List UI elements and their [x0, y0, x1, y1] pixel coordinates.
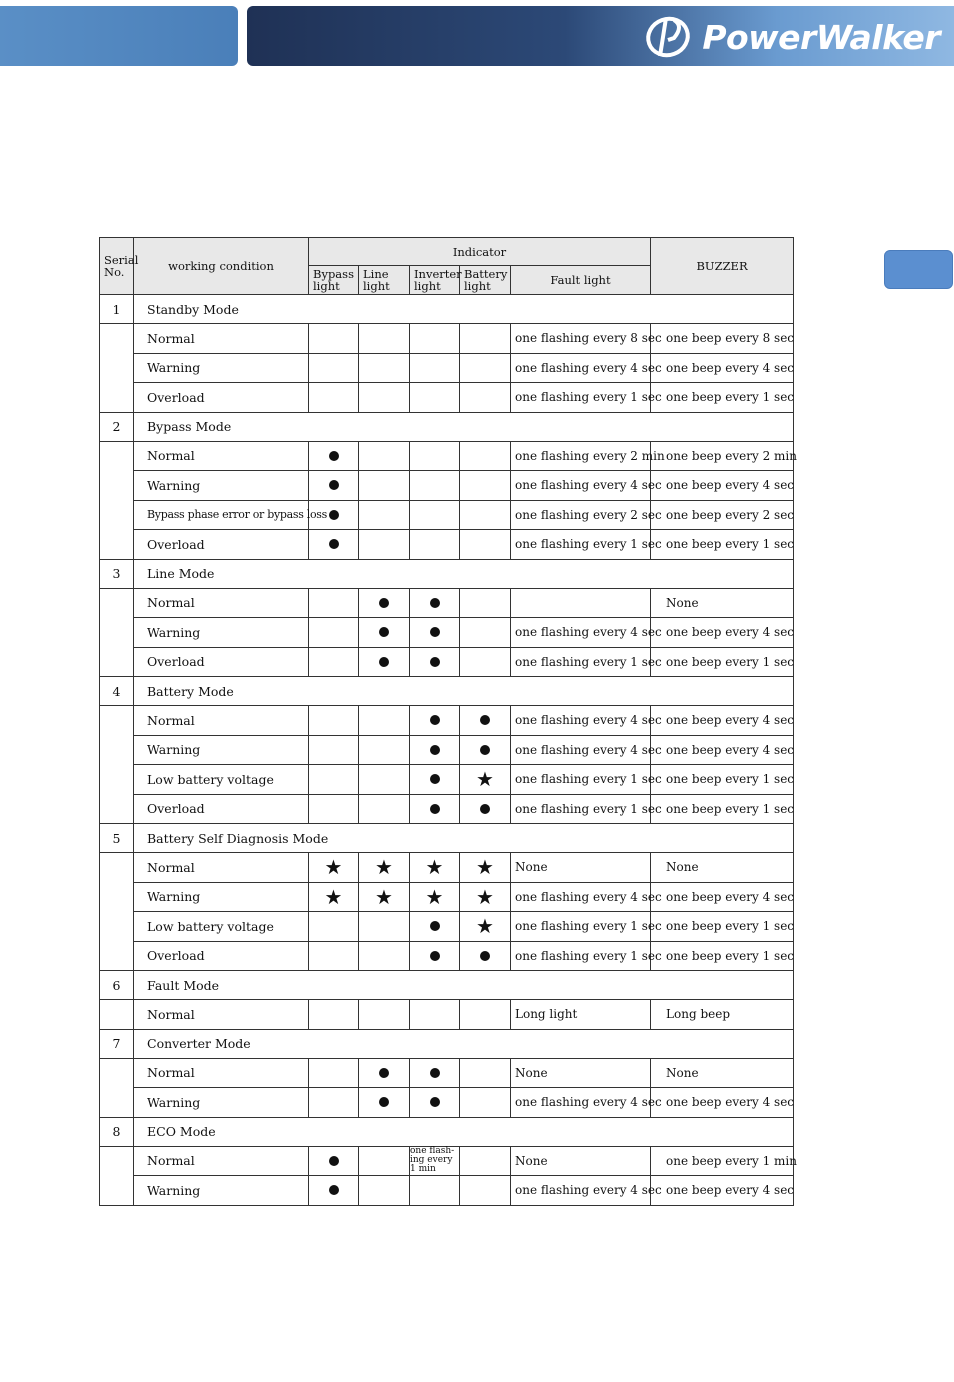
buzzer-cell: None — [651, 853, 794, 883]
condition-cell: Normal — [134, 853, 309, 883]
serial-blank-cell — [100, 647, 134, 677]
section-title: Battery Self Diagnosis Mode — [134, 824, 794, 853]
indicator-empty-cell — [309, 324, 359, 354]
indicator-flash-cell — [359, 853, 410, 883]
indicator-empty-cell — [460, 647, 511, 677]
section-number: 3 — [100, 559, 134, 588]
table-row — [100, 765, 794, 795]
table-row — [100, 353, 794, 383]
header-bypass-light: Bypass light — [309, 266, 359, 295]
fault-light-cell: one flashing every 1 sec — [511, 941, 651, 971]
indicator-flash-cell — [309, 853, 359, 883]
header-buzzer: BUZZER — [651, 238, 794, 295]
indicator-on-cell — [460, 706, 511, 736]
indicator-on-cell — [309, 1146, 359, 1176]
brand-logo — [644, 14, 940, 60]
indicator-empty-cell — [309, 1000, 359, 1030]
buzzer-cell: one beep every 1 sec — [651, 912, 794, 942]
buzzer-cell: one beep every 1 sec — [651, 383, 794, 413]
indicator-empty-cell — [460, 1088, 511, 1118]
indicator-empty-cell — [460, 383, 511, 413]
condition-cell: Normal — [134, 324, 309, 354]
condition-cell: Warning — [134, 618, 309, 648]
indicator-on-cell — [410, 706, 460, 736]
indicator-empty-cell — [410, 500, 460, 530]
table-row — [100, 618, 794, 648]
indicator-empty-cell — [460, 441, 511, 471]
section-row — [100, 677, 794, 706]
serial-blank-cell — [100, 1058, 134, 1088]
table-row — [100, 588, 794, 618]
serial-blank-cell — [100, 588, 134, 618]
serial-blank-cell — [100, 618, 134, 648]
table-row — [100, 1146, 794, 1176]
condition-cell: Overload — [134, 794, 309, 824]
table-row — [100, 882, 794, 912]
table-row — [100, 441, 794, 471]
condition-cell: Overload — [134, 941, 309, 971]
section-row — [100, 1029, 794, 1058]
indicator-on-cell — [460, 735, 511, 765]
flashing-light-icon: ★ — [324, 855, 343, 880]
condition-cell: Normal — [134, 1000, 309, 1030]
steady-light-icon — [430, 598, 440, 608]
table-row — [100, 794, 794, 824]
indicator-on-cell — [410, 647, 460, 677]
indicator-empty-cell — [460, 1000, 511, 1030]
fault-light-cell: one flashing every 4 sec — [511, 706, 651, 736]
buzzer-cell: one beep every 1 sec — [651, 941, 794, 971]
flashing-light-icon: ★ — [425, 855, 444, 880]
indicator-empty-cell — [359, 941, 410, 971]
condition-cell: Warning — [134, 882, 309, 912]
indicator-flash-cell — [410, 882, 460, 912]
serial-blank-cell — [100, 1000, 134, 1030]
indicator-on-cell — [410, 618, 460, 648]
flashing-light-icon: ★ — [476, 884, 494, 909]
indicator-empty-cell — [359, 794, 410, 824]
flashing-light-icon: ★ — [476, 855, 494, 880]
header-bar-left — [0, 6, 238, 66]
section-row — [100, 559, 794, 588]
indicator-empty-cell — [359, 471, 410, 501]
section-number: 2 — [100, 412, 134, 441]
section-title: Bypass Mode — [134, 412, 794, 441]
fault-light-cell: one flashing every 2 min — [511, 441, 651, 471]
steady-light-icon — [379, 598, 389, 608]
serial-blank-cell — [100, 735, 134, 765]
header-line-light: Line light — [359, 266, 410, 295]
condition-cell: Normal — [134, 441, 309, 471]
section-row — [100, 412, 794, 441]
fault-light-cell: one flashing every 4 sec — [511, 471, 651, 501]
indicator-note-cell: one flash- ing every 1 min — [410, 1146, 460, 1176]
buzzer-cell: one beep every 2 min — [651, 441, 794, 471]
indicator-empty-cell — [460, 1146, 511, 1176]
condition-cell: Warning — [134, 1176, 309, 1206]
buzzer-cell: one beep every 1 sec — [651, 647, 794, 677]
indicator-empty-cell — [460, 588, 511, 618]
indicator-flash-cell — [460, 912, 511, 942]
steady-light-icon — [480, 804, 490, 814]
indicator-empty-cell — [359, 765, 410, 795]
indicator-flash-cell — [309, 882, 359, 912]
condition-cell: Normal — [134, 588, 309, 618]
steady-light-icon — [379, 627, 389, 637]
steady-light-icon — [430, 1068, 440, 1078]
table-row — [100, 530, 794, 560]
condition-cell: Warning — [134, 735, 309, 765]
section-number: 6 — [100, 971, 134, 1000]
serial-blank-cell — [100, 324, 134, 354]
steady-light-icon — [430, 627, 440, 637]
indicator-empty-cell — [309, 383, 359, 413]
header-bar-right — [247, 6, 954, 66]
indicator-flash-cell — [460, 765, 511, 795]
indicator-on-cell — [410, 735, 460, 765]
steady-light-icon — [430, 657, 440, 667]
indicator-flash-cell — [410, 853, 460, 883]
steady-light-icon — [430, 715, 440, 725]
indicator-empty-cell — [309, 765, 359, 795]
section-row — [100, 1117, 794, 1146]
buzzer-cell: one beep every 4 sec — [651, 471, 794, 501]
buzzer-cell: one beep every 1 sec — [651, 765, 794, 795]
indicator-empty-cell — [460, 618, 511, 648]
serial-blank-cell — [100, 765, 134, 795]
section-number: 5 — [100, 824, 134, 853]
indicator-on-cell — [359, 1088, 410, 1118]
section-title: Standby Mode — [134, 295, 794, 324]
serial-blank-cell — [100, 1146, 134, 1176]
indicator-empty-cell — [309, 1088, 359, 1118]
table-row — [100, 1088, 794, 1118]
indicator-on-cell — [410, 912, 460, 942]
indicator-flash-cell — [460, 882, 511, 912]
indicator-empty-cell — [359, 1000, 410, 1030]
steady-light-icon — [430, 1097, 440, 1107]
steady-light-icon — [379, 657, 389, 667]
steady-light-icon — [329, 510, 339, 520]
indicator-on-cell — [410, 794, 460, 824]
flashing-light-icon: ★ — [324, 884, 343, 909]
powerwalker-logo-icon — [644, 14, 696, 60]
indicator-empty-cell — [359, 530, 410, 560]
steady-light-icon — [430, 921, 440, 931]
indicator-on-cell — [410, 588, 460, 618]
condition-cell: Warning — [134, 1088, 309, 1118]
indicator-on-cell — [410, 941, 460, 971]
serial-blank-cell — [100, 882, 134, 912]
steady-light-icon — [329, 1156, 339, 1166]
fault-light-cell: one flashing every 4 sec — [511, 618, 651, 648]
indicator-empty-cell — [309, 735, 359, 765]
indicator-on-cell — [309, 471, 359, 501]
indicator-empty-cell — [410, 530, 460, 560]
flashing-light-icon: ★ — [476, 914, 494, 939]
indicator-empty-cell — [309, 706, 359, 736]
flashing-light-icon: ★ — [425, 884, 444, 909]
serial-blank-cell — [100, 383, 134, 413]
condition-cell: Low battery voltage — [134, 912, 309, 942]
indicator-on-cell — [410, 1058, 460, 1088]
fault-light-cell: one flashing every 1 sec — [511, 530, 651, 560]
indicator-empty-cell — [309, 912, 359, 942]
indicator-on-cell — [359, 618, 410, 648]
indicator-empty-cell — [309, 1058, 359, 1088]
header-inverter-light: Inverter light — [410, 266, 460, 295]
serial-blank-cell — [100, 853, 134, 883]
indicator-on-cell — [359, 1058, 410, 1088]
indicator-empty-cell — [309, 941, 359, 971]
condition-cell: Normal — [134, 1058, 309, 1088]
indicator-empty-cell — [359, 1146, 410, 1176]
header-working-condition: working condition — [134, 238, 309, 295]
fault-light-cell: one flashing every 4 sec — [511, 1176, 651, 1206]
condition-cell: Normal — [134, 706, 309, 736]
indicator-table — [99, 237, 797, 1206]
condition-cell: Warning — [134, 353, 309, 383]
header-battery-light: Battery light — [460, 266, 511, 295]
indicator-on-cell — [460, 794, 511, 824]
table-row — [100, 735, 794, 765]
indicator-on-cell — [359, 647, 410, 677]
buzzer-cell: one beep every 2 sec — [651, 500, 794, 530]
indicator-empty-cell — [410, 1176, 460, 1206]
indicator-empty-cell — [359, 441, 410, 471]
table-row — [100, 1176, 794, 1206]
buzzer-cell: one beep every 4 sec — [651, 1088, 794, 1118]
buzzer-cell: one beep every 1 min — [651, 1146, 794, 1176]
section-row — [100, 971, 794, 1000]
indicator-empty-cell — [460, 500, 511, 530]
serial-blank-cell — [100, 471, 134, 501]
table-row — [100, 471, 794, 501]
brand-name: PowerWalker — [702, 17, 940, 57]
steady-light-icon — [329, 539, 339, 549]
indicator-empty-cell — [309, 647, 359, 677]
condition-cell: Normal — [134, 1146, 309, 1176]
indicator-empty-cell — [309, 353, 359, 383]
steady-light-icon — [329, 1185, 339, 1195]
steady-light-icon — [379, 1068, 389, 1078]
steady-light-icon — [379, 1097, 389, 1107]
indicator-empty-cell — [460, 1058, 511, 1088]
fault-light-cell: one flashing every 4 sec — [511, 735, 651, 765]
flashing-light-icon: ★ — [375, 855, 393, 880]
table-row — [100, 1000, 794, 1030]
table-row — [100, 324, 794, 354]
section-title: Fault Mode — [134, 971, 794, 1000]
indicator-on-cell — [460, 941, 511, 971]
buzzer-cell: one beep every 1 sec — [651, 794, 794, 824]
serial-blank-cell — [100, 941, 134, 971]
table-row — [100, 912, 794, 942]
buzzer-cell: one beep every 4 sec — [651, 353, 794, 383]
indicator-empty-cell — [410, 471, 460, 501]
fault-light-cell: one flashing every 4 sec — [511, 882, 651, 912]
table-row — [100, 1058, 794, 1088]
steady-light-icon — [430, 951, 440, 961]
serial-blank-cell — [100, 1088, 134, 1118]
side-tab-marker — [884, 250, 953, 289]
buzzer-cell: one beep every 4 sec — [651, 735, 794, 765]
indicator-on-cell — [309, 530, 359, 560]
condition-cell: Overload — [134, 647, 309, 677]
indicator-empty-cell — [359, 383, 410, 413]
condition-cell: Overload — [134, 383, 309, 413]
indicator-empty-cell — [460, 353, 511, 383]
section-row — [100, 295, 794, 324]
table-row — [100, 383, 794, 413]
serial-blank-cell — [100, 353, 134, 383]
buzzer-cell: one beep every 8 sec — [651, 324, 794, 354]
condition-cell: Bypass phase error or bypass loss — [134, 500, 309, 530]
indicator-empty-cell — [309, 794, 359, 824]
indicator-flash-cell — [460, 853, 511, 883]
serial-blank-cell — [100, 794, 134, 824]
indicator-empty-cell — [410, 353, 460, 383]
section-number: 7 — [100, 1029, 134, 1058]
buzzer-cell: one beep every 1 sec — [651, 530, 794, 560]
steady-light-icon — [480, 745, 490, 755]
fault-light-cell: one flashing every 1 sec — [511, 647, 651, 677]
indicator-empty-cell — [359, 735, 410, 765]
section-number: 1 — [100, 295, 134, 324]
serial-blank-cell — [100, 500, 134, 530]
fault-light-cell: None — [511, 853, 651, 883]
flashing-light-icon: ★ — [375, 884, 393, 909]
fault-light-cell: one flashing every 8 sec — [511, 324, 651, 354]
header-indicator: Indicator — [309, 238, 651, 266]
section-row — [100, 824, 794, 853]
condition-cell: Warning — [134, 471, 309, 501]
indicator-empty-cell — [460, 324, 511, 354]
serial-blank-cell — [100, 530, 134, 560]
condition-cell: Low battery voltage — [134, 765, 309, 795]
serial-blank-cell — [100, 706, 134, 736]
indicator-empty-cell — [359, 324, 410, 354]
section-title: Battery Mode — [134, 677, 794, 706]
fault-light-cell: None — [511, 1058, 651, 1088]
table-row — [100, 941, 794, 971]
indicator-empty-cell — [460, 530, 511, 560]
fault-light-cell: one flashing every 1 sec — [511, 765, 651, 795]
buzzer-cell: None — [651, 1058, 794, 1088]
fault-light-cell: one flashing every 1 sec — [511, 912, 651, 942]
indicator-empty-cell — [359, 353, 410, 383]
buzzer-cell: one beep every 4 sec — [651, 1176, 794, 1206]
indicator-empty-cell — [410, 324, 460, 354]
indicator-empty-cell — [359, 706, 410, 736]
table-row — [100, 500, 794, 530]
indicator-on-cell — [309, 441, 359, 471]
indicator-empty-cell — [410, 1000, 460, 1030]
fault-light-cell: one flashing every 2 sec — [511, 500, 651, 530]
steady-light-icon — [430, 804, 440, 814]
section-title: ECO Mode — [134, 1117, 794, 1146]
fault-light-cell: one flashing every 4 sec — [511, 1088, 651, 1118]
indicator-empty-cell — [460, 471, 511, 501]
fault-light-cell — [511, 588, 651, 618]
steady-light-icon — [329, 480, 339, 490]
indicator-empty-cell — [410, 441, 460, 471]
table-row — [100, 706, 794, 736]
fault-light-cell: None — [511, 1146, 651, 1176]
flashing-light-icon: ★ — [476, 767, 494, 792]
fault-light-cell: Long light — [511, 1000, 651, 1030]
table-row — [100, 853, 794, 883]
buzzer-cell: one beep every 4 sec — [651, 618, 794, 648]
indicator-empty-cell — [359, 912, 410, 942]
section-title: Line Mode — [134, 559, 794, 588]
indicator-empty-cell — [309, 588, 359, 618]
buzzer-cell: None — [651, 588, 794, 618]
indicator-empty-cell — [359, 500, 410, 530]
section-number: 4 — [100, 677, 134, 706]
fault-light-cell: one flashing every 1 sec — [511, 794, 651, 824]
condition-cell: Overload — [134, 530, 309, 560]
indicator-on-cell — [359, 588, 410, 618]
serial-blank-cell — [100, 912, 134, 942]
steady-light-icon — [329, 451, 339, 461]
indicator-empty-cell — [309, 618, 359, 648]
fault-light-cell: one flashing every 4 sec — [511, 353, 651, 383]
indicator-empty-cell — [460, 1176, 511, 1206]
buzzer-cell: one beep every 4 sec — [651, 706, 794, 736]
serial-blank-cell — [100, 1176, 134, 1206]
indicator-on-cell — [410, 1088, 460, 1118]
steady-light-icon — [430, 774, 440, 784]
section-number: 8 — [100, 1117, 134, 1146]
steady-light-icon — [480, 715, 490, 725]
fault-light-cell: one flashing every 1 sec — [511, 383, 651, 413]
steady-light-icon — [430, 745, 440, 755]
buzzer-cell: one beep every 4 sec — [651, 882, 794, 912]
indicator-on-cell — [309, 1176, 359, 1206]
header-serial: Serial No. — [100, 238, 134, 295]
buzzer-cell: Long beep — [651, 1000, 794, 1030]
indicator-on-cell — [410, 765, 460, 795]
table-row — [100, 647, 794, 677]
serial-blank-cell — [100, 441, 134, 471]
indicator-empty-cell — [410, 383, 460, 413]
indicator-empty-cell — [359, 1176, 410, 1206]
section-title: Converter Mode — [134, 1029, 794, 1058]
header-fault-light: Fault light — [511, 266, 651, 295]
indicator-flash-cell — [359, 882, 410, 912]
steady-light-icon — [480, 951, 490, 961]
